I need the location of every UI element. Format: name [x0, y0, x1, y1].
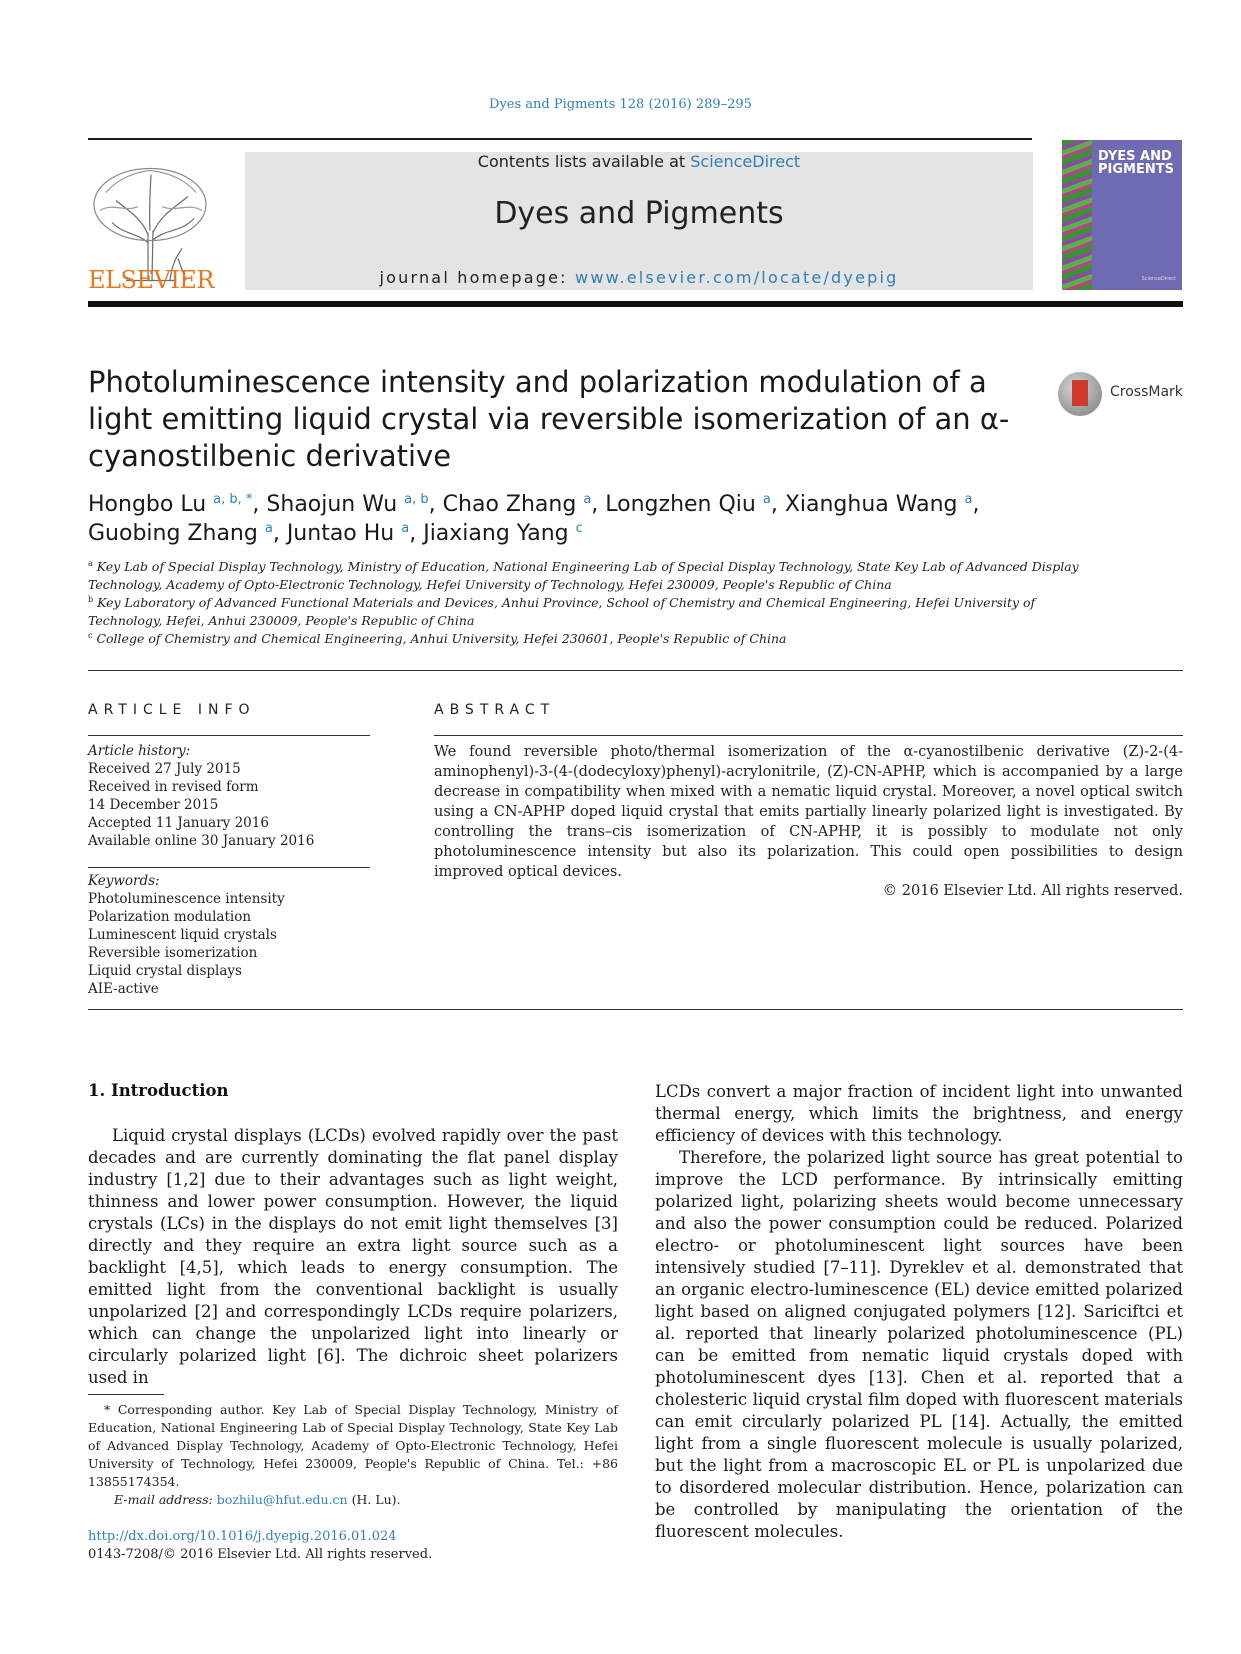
journal-banner [245, 152, 1033, 290]
affiliations [88, 558, 1088, 648]
journal-name: Dyes and Pigments [494, 196, 784, 231]
abstract-top-rule [434, 735, 1183, 736]
email-line [88, 1491, 618, 1509]
author: Longzhen Qiu $^a$, [605, 492, 785, 517]
author: Xianghua Wang $^a$, [784, 492, 980, 517]
keyword: Polarization modulation [88, 909, 252, 925]
crossmark-label: CrossMark [1110, 384, 1183, 400]
keyword: AIE-active [88, 981, 159, 997]
history-item: 14 December 2015 [88, 797, 219, 813]
crossmark-ribbon-icon [1072, 380, 1088, 406]
footnote-rule [88, 1394, 164, 1395]
author: Jiaxiang Yang $^c$ [423, 521, 583, 546]
affiliation-c: $^c$ College of Chemistry and Chemical Engineering, Anhui University, Hefei 230601, People's Republic of China [88, 631, 787, 646]
article-history [88, 742, 370, 850]
keywords-label: Keywords: [88, 873, 160, 889]
elsevier-wordmark: ELSEVIER [88, 266, 214, 294]
author: Hongbo Lu $^{a, b, *}$, [88, 492, 267, 517]
corresponding-author-footnote [88, 1401, 618, 1509]
history-item: Received 27 July 2015 [88, 761, 241, 777]
keyword: Liquid crystal displays [88, 963, 242, 979]
homepage-line [245, 268, 1033, 287]
article-title: Photoluminescence intensity and polarization modulation of a light emitting liquid crystal via reversible isomerization of an α-cyanostilbenic derivative [88, 365, 1010, 473]
intro-paragraph-2: LCDs convert a major fraction of incident light into unwanted thermal energy, which limits the brightness, and energy efficiency of devices with this technology. [655, 1082, 1183, 1145]
front-matter-bottom-rule [88, 1009, 1183, 1010]
body-left-column [88, 1125, 618, 1389]
crossmark-badge[interactable] [1058, 372, 1184, 422]
journal-cover-image [1062, 140, 1182, 290]
history-item: Received in revised form [88, 779, 259, 795]
section-heading-introduction: 1. Introduction [88, 1081, 229, 1100]
author-affil-mark[interactable]: a, b, * [213, 492, 253, 507]
author-affil-mark[interactable]: a [264, 521, 273, 536]
cover-title: DYES AND PIGMENTS [1098, 149, 1174, 177]
homepage-link[interactable]: www.elsevier.com/locate/dyepig [575, 268, 899, 287]
email-label: E-mail address: [114, 1492, 217, 1507]
affiliation-divider [88, 670, 1183, 671]
journal-citation[interactable]: Dyes and Pigments 128 (2016) 289–295 [489, 97, 752, 112]
corresponding-note: * Corresponding author. Key Lab of Special Display Technology, Ministry of Education, National Engineering Lab of Special Display Technology, State Key Lab of Advanced Display Technology, Academy of Opto-Electronic Technology, Hefei University of Technology, Hefei 230009, People's Republic of China. Tel.: +86 13855174354. [88, 1402, 618, 1489]
keyword: Reversible isomerization [88, 945, 258, 961]
author: Juntao Hu $^a$, [286, 521, 424, 546]
issn-line: 0143-7208/© 2016 Elsevier Ltd. All rights reserved. [88, 1547, 433, 1562]
abstract-text: We found reversible photo/thermal isomerization of the α-cyanostilbenic derivative (Z)-2-(4-aminophenyl)-3-(4-(dodecyloxy)phenyl)-acrylonitrile, (Z)-CN-APHP, which is accompanied by a large decrease in compatibility when mixed with a nematic liquid crystal. Moreover, a novel optical switch using a CN-APHP doped liquid crystal that emits partially linearly polarized light is investigated. By controlling the trans–cis isomerization of CN-APHP, it is possibly to modulate not only photoluminescence intensity but also its polarization. This could open possibilities to design improved optical devices. [434, 744, 1183, 880]
author: Chao Zhang $^a$, [442, 492, 606, 517]
keywords [88, 872, 370, 998]
author-affil-mark[interactable]: a [583, 492, 592, 507]
author: Shaojun Wu $^{a, b}$, [266, 492, 443, 517]
author-affil-mark[interactable]: a, b [404, 492, 429, 507]
intro-paragraph-3: Therefore, the polarized light source has great potential to improve the LCD performance. By intrinsically emitting polarized light, polarizing sheets would become unnecessary and also the power consumption could be reduced. Polarized electro- or photoluminescent light sources have been intensively studied [7–11]. Dyreklev et al. demonstrated that an organic electro-luminescence (EL) device emitted polarized light based on aligned conjugated polymers [12]. Sariciftci et al. reported that linearly polarized photoluminescence (PL) can be emitted from nematic liquid crystals doped with photoluminescent dyes [13]. Chen et al. reported that a cholesteric liquid crystal film doped with fluorescent materials can emit circularly polarized PL [14]. Actually, the emitted light from a single fluorescent molecule is usually polarized, but the light from a macroscopic EL or PL is unpolarized due to disordered molecular distribution. Hence, polarization can be controlled by manipulating the orientation of the fluorescent molecules. [655, 1148, 1183, 1541]
author: Guobing Zhang $^a$, [88, 521, 287, 546]
affiliation-b: $^b$ Key Laboratory of Advanced Functional Materials and Devices, Anhui Province, School of Chemistry and Chemical Engineering, Hefei University of Technology, Hefei, Anhui 230009, People's Republic of China [88, 595, 1036, 628]
info-top-rule [88, 735, 370, 736]
email-suffix: (H. Lu). [347, 1492, 401, 1507]
header-thick-rule [88, 301, 1183, 307]
author-affil-mark[interactable]: a [762, 492, 771, 507]
author-affil-mark[interactable]: c [575, 521, 583, 536]
affiliation-a: $^a$ Key Lab of Special Display Technology, Ministry of Education, National Engineering Lab of Special Display Technology, State Key Lab of Advanced Display Technology, Academy of Opto-Electronic Technology, Hefei University of Technology, Hefei 230009, People's Republic of China [88, 559, 1079, 592]
intro-paragraph-1: Liquid crystal displays (LCDs) evolved rapidly over the past decades and are currently dominating the flat panel display industry [1,2] due to their advantages such as light weight, thinness and lower power consumption. However, the liquid crystals (LCs) in the displays do not emit light themselves [3] directly and they require an extra light source such as a backlight [4,5], which leads to energy consumption. The emitted light from the conventional backlight is usually unpolarized [2] and correspondingly LCDs require polarizers, which can change the unpolarized light into linearly or circularly polarized light [6]. The dichroic sheet polarizers used in [88, 1126, 618, 1387]
contents-prefix: Contents lists available at [477, 152, 691, 171]
body-right-column [655, 1081, 1183, 1543]
sciencedirect-link[interactable]: ScienceDirect [690, 152, 801, 171]
homepage-prefix: journal homepage: [379, 268, 576, 287]
cover-pattern [1062, 140, 1092, 290]
abstract-copyright: © 2016 Elsevier Ltd. All rights reserved. [882, 883, 1183, 899]
history-item: Available online 30 January 2016 [88, 833, 315, 849]
info-mid-rule [88, 867, 370, 868]
cover-publisher: ScienceDirect [1141, 276, 1176, 282]
keyword: Luminescent liquid crystals [88, 927, 277, 943]
header-top-rule [88, 138, 1032, 140]
abstract-heading: ABSTRACT [434, 702, 556, 718]
keyword: Photoluminescence intensity [88, 891, 285, 907]
email-link[interactable]: bozhilu@hfut.edu.cn [216, 1492, 348, 1507]
contents-line [245, 152, 1033, 171]
article-info-heading: ARTICLE INFO [88, 702, 256, 718]
doi-block [88, 1528, 432, 1564]
history-item: Accepted 11 January 2016 [88, 815, 269, 831]
author-affil-mark[interactable]: a [964, 492, 973, 507]
author-list [88, 490, 1088, 548]
doi-link[interactable]: http://dx.doi.org/10.1016/j.dyepig.2016.01.024 [88, 1529, 397, 1544]
author-affil-mark[interactable]: a [401, 521, 410, 536]
history-label: Article history: [88, 743, 191, 759]
